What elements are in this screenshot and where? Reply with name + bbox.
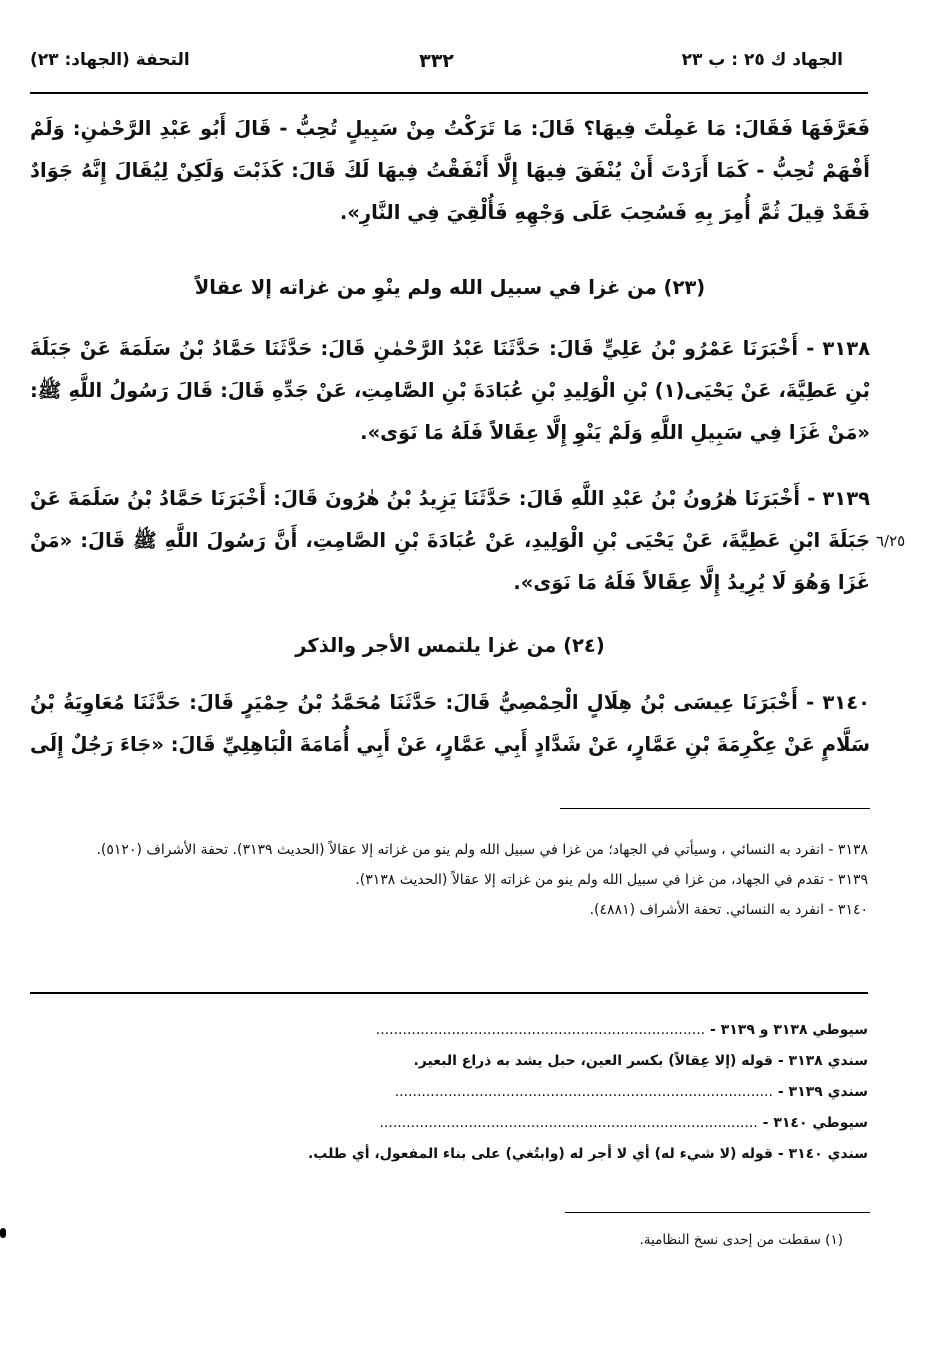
notes-rule	[560, 808, 870, 809]
sharh-section	[30, 1015, 868, 1170]
hadith-3139: ٣١٣٩ - أَخْبَرَنَا هٰرُونُ بْنُ عَبْدِ اللَّهِ قَالَ: حَدَّثَنَا يَزِيدُ بْنُ هٰرُونَ قَالَ: أَخْبَرَنَا حَمَّادُ بْنُ سَلَمَةَ عَنْ جَبَلَةَ ابْنِ عَطِيَّةَ، عَنْ يَحْيَى بْنِ الْوَلِيدِ، عَنْ عُبَادَةَ بْنِ الصَّامِتِ، أَنَّ رَسُولَ اللَّهِ ﷺ قَالَ: «مَنْ غَزَا وَهُوَ لَا يُرِيدُ إِلَّا عِقَالاً فَلَهُ مَا نَوَى».	[30, 487, 870, 594]
scan-edge-mark	[0, 1228, 6, 1238]
footnote: (١) سقطت من إحدى نسخ النظامية.	[639, 1232, 843, 1248]
header-tuhfa-ref: التحفة (الجهاد: ٢٣)	[30, 50, 190, 70]
header-chapter-ref: الجهاد ك ٢٥ : ب ٢٣	[681, 50, 843, 70]
sharh-line: سندي ٣١٣٨ - قوله (إلا عِقالاً) بكسر العين، حبل يشد به ذراع البعير.	[413, 1053, 868, 1069]
sharh-rule	[30, 992, 868, 994]
header-rule	[30, 92, 868, 94]
chapter-title-23: (٢٣) من غزا في سبيل الله ولم ينْوِ من غزاته إلا عقالاً	[194, 276, 706, 299]
footnote-rule	[565, 1212, 870, 1213]
page-number: ٣٣٢	[419, 50, 454, 72]
sharh-line: سندي ٣١٣٩ - .....................................................................................	[394, 1084, 868, 1100]
sharh-line: سندي ٣١٤٠ - قوله (لا شيء له) أي لا أجر له (وابتُغي) على بناء المفعول، أي طلب.	[307, 1146, 868, 1162]
chapter-title-24: (٢٤) من غزا يلتمس الأجر والذكر	[295, 634, 605, 657]
page-header	[30, 50, 843, 78]
note-3139: ٣١٣٩ - تقدم في الجهاد، من غزا في سبيل الله ولم ينو من غزاته إلا عقالاً (الحديث ٣١٣٨).	[355, 872, 868, 888]
note-3138: ٣١٣٨ - انفرد به النسائي ، وسيأتي في الجهاد؛ من غزا في سبيل الله ولم ينو من غزاته إلا عقالاً (الحديث ٣١٣٩). تحفة الأشراف (٥١٢٠).	[96, 842, 868, 858]
takhrij-notes	[30, 835, 868, 925]
sharh-line: سيوطي ٣١٣٨ و ٣١٣٩ - ..........................................................................	[375, 1022, 868, 1038]
hadith-3140: ٣١٤٠ - أَخْبَرَنَا عِيسَى بْنُ هِلَالٍ الْحِمْصِيُّ قَالَ: حَدَّثَنَا مُحَمَّدُ بْنُ حِمْيَرٍ قَالَ: حَدَّثَنَا مُعَاوِيَةُ بْنُ سَلَّامٍ عَنْ عِكْرِمَةَ بْنِ عَمَّارٍ، عَنْ شَدَّادٍ أَبِي عَمَّارٍ، عَنْ أَبِي أُمَامَةَ الْبَاهِلِيِّ قَالَ: «جَاءَ رَجُلٌ إِلَى	[29, 691, 870, 756]
margin-note: ٦/٢٥	[876, 532, 906, 550]
hadith-3138: ٣١٣٨ - أَخْبَرَنَا عَمْرُو بْنُ عَلِيٍّ قَالَ: حَدَّثَنَا عَبْدُ الرَّحْمٰنِ قَالَ: حَدَّثَنَا حَمَّادُ بْنُ سَلَمَةَ عَنْ جَبَلَةَ بْنِ عَطِيَّةَ، عَنْ يَحْيَى(١) بْنِ الْوَلِيدِ بْنِ عُبَادَةَ بْنِ الصَّامِتِ، عَنْ جَدِّهِ قَالَ: قَالَ رَسُولُ اللَّهِ ﷺ: «مَنْ غَزَا فِي سَبِيلِ اللَّهِ وَلَمْ يَنْوِ إِلَّا عِقَالاً فَلَهُ مَا نَوَى».	[30, 337, 871, 444]
opening-paragraph: فَعَرَّفَهَا فَقَالَ: مَا عَمِلْتَ فِيهَا؟ قَالَ: مَا تَرَكْتُ مِنْ سَبِيلٍ تُحِبُّ - قَالَ أَبُو عَبْدِ الرَّحْمٰنِ: وَلَمْ أَفْهَمْ تُحِبُّ - كَمَا أَرَدْتَ أَنْ يُنْفَقَ فِيهَا إِلَّا أَنْفَقْتُ فِيهَا لَكَ قَالَ: كَذَبْتَ وَلَكِنْ لِيُقَالَ إِنَّهُ جَوَادٌ فَقَدْ قِيلَ ثُمَّ أُمِرَ بِهِ فَسُحِبَ عَلَى وَجْهِهِ فَأُلْقِيَ فِي النَّارِ».	[30, 117, 870, 224]
note-3140: ٣١٤٠ - انفرد به النسائي. تحفة الأشراف (٤٨٨١).	[589, 902, 868, 918]
sharh-line: سيوطي ٣١٤٠ - .....................................................................................	[379, 1115, 868, 1131]
